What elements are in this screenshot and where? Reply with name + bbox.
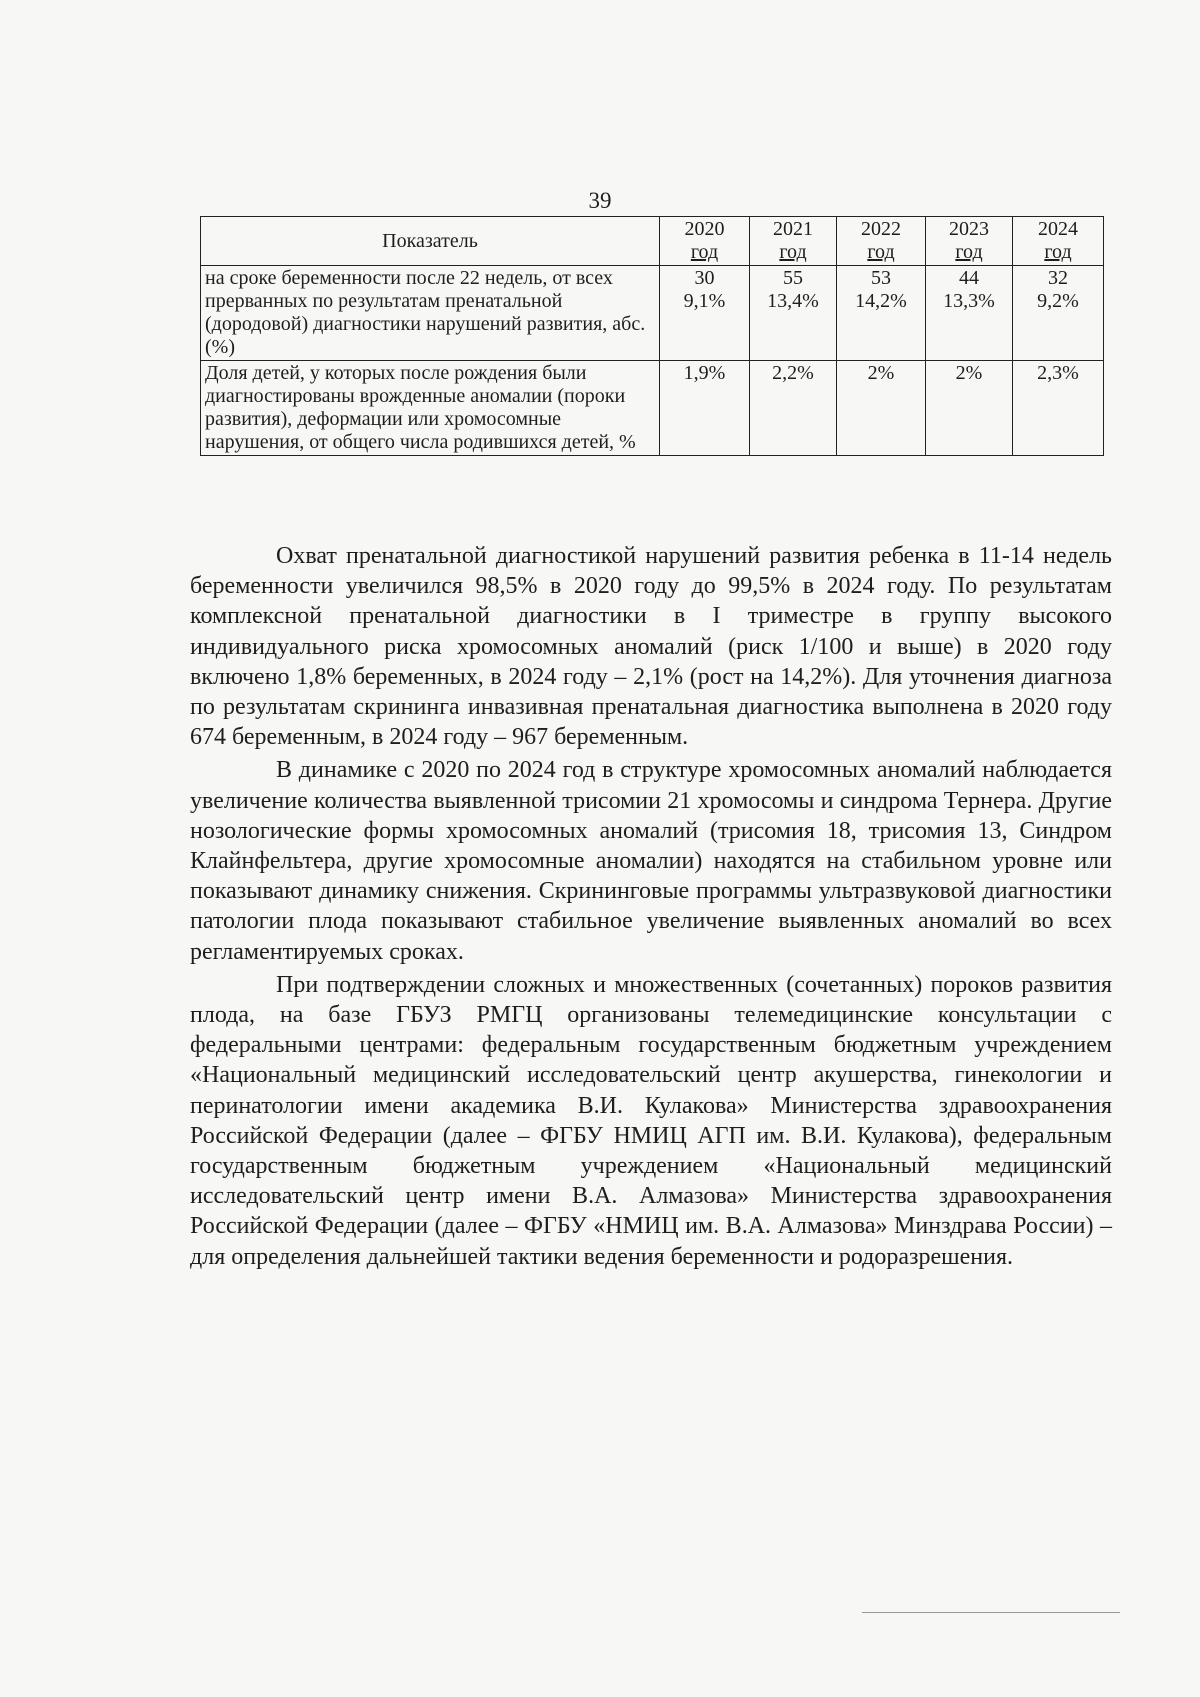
cell-value: 53 14,2% [837, 266, 926, 361]
header-year-2021: 2021 год [750, 217, 837, 266]
cell-value: 2,2% [750, 361, 837, 456]
cell-value: 32 9,2% [1013, 266, 1104, 361]
table-header-row [201, 217, 1104, 266]
footer-rule [862, 1612, 1120, 1613]
header-year-2023: 2023 год [926, 217, 1013, 266]
header-year-2020: 2020 год [660, 217, 750, 266]
row-label: на сроке беременности после 22 недель, от всех прерванных по результатам пренатальной (дородовой) диагностики нарушений развития, абс. (%) [201, 266, 660, 361]
page-number: 39 [588, 188, 612, 213]
header-year-2024: 2024 год [1013, 217, 1104, 266]
paragraph: В динамике с 2020 по 2024 год в структуре хромосомных аномалий наблюдается увеличение количества выявленной трисомии 21 хромосомы и синдрома Тернера. Другие нозологические формы хромосомных аномалий (трисомия 18, трисомия 13, Синдром Клайнфельтера, другие хромосомные аномалии) находятся на стабильном уровне или показывают динамику снижения. Скрининговые программы ультразвуковой диагностики патологии плода показывают стабильное увеличение выявленных аномалий во всех регламентируемых сроках. [190, 757, 1112, 965]
indicators-table [200, 216, 1104, 456]
table-row [201, 361, 1104, 456]
cell-value: 2% [926, 361, 1013, 456]
cell-value: 55 13,4% [750, 266, 837, 361]
cell-value: 1,9% [660, 361, 750, 456]
header-year-2022: 2022 год [837, 217, 926, 266]
body-text [190, 541, 1112, 1272]
header-indicator: Показатель [201, 217, 660, 266]
row-label: Доля детей, у которых после рождения были диагностированы врожденные аномалии (пороки развития), деформации или хромосомные нарушения, от общего числа родившихся детей, % [201, 361, 660, 456]
cell-value: 2,3% [1013, 361, 1104, 456]
paragraph: Охват пренатальной диагностикой нарушений развития ребенка в 11-14 недель беременности увеличился 98,5% в 2020 году до 99,5% в 2024 году. По результатам комплексной пренатальной диагностики в I триместре в группу высокого индивидуального риска хромосомных аномалий (риск 1/100 и выше) в 2020 году включено 1,8% беременных, в 2024 году – 2,1% (рост на 14,2%). Для уточнения диагноза по результатам скрининга инвазивная пренатальная диагностика выполнена в 2020 году 674 беременным, в 2024 году – 967 беременным. [190, 543, 1112, 751]
paragraph: При подтверждении сложных и множественных (сочетанных) пороков развития плода, на базе ГБУЗ РМГЦ организованы телемедицинские консультации с федеральными центрами: федеральным государственным бюджетным учреждением «Национальный медицинский исследовательский центр акушерства, гинекологии и перинатологии имени академика В.И. Кулакова» Министерства здравоохранения Российской Федерации (далее – ФГБУ НМИЦ АГП им. В.И. Кулакова), федеральным государственным бюджетным учреждением «Национальный медицинский исследовательский центр имени В.А. Алмазова» Министерства здравоохранения Российской Федерации (далее – ФГБУ «НМИЦ им. В.А. Алмазова» Минздрава России) – для определения дальнейшей тактики ведения беременности и родоразрешения. [190, 971, 1112, 1270]
cell-value: 2% [837, 361, 926, 456]
table-row [201, 266, 1104, 361]
cell-value: 30 9,1% [660, 266, 750, 361]
cell-value: 44 13,3% [926, 266, 1013, 361]
